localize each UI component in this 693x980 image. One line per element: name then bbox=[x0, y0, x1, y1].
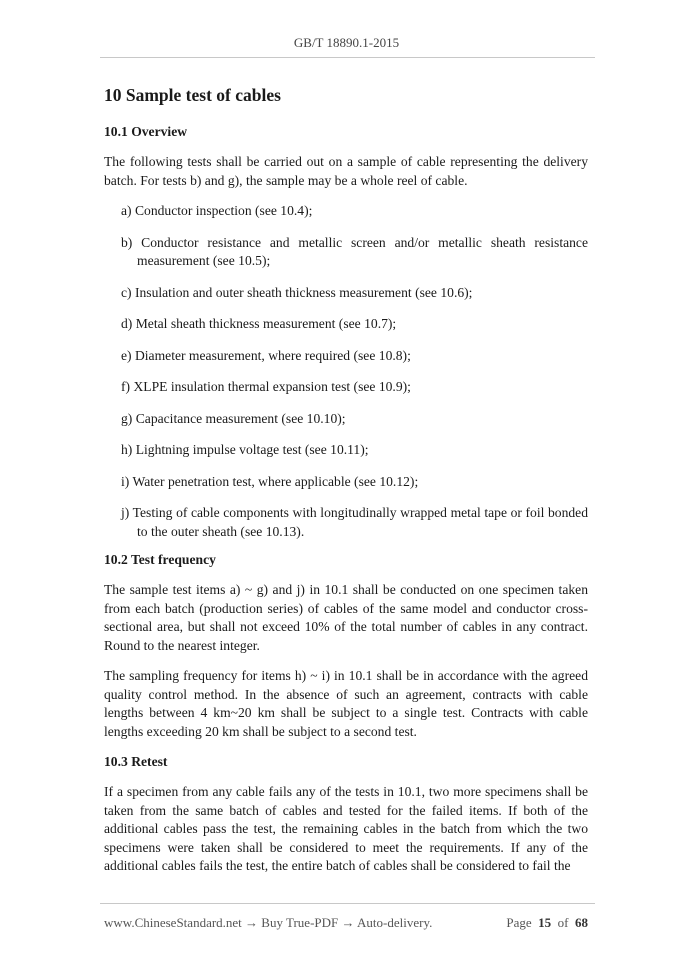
buy-true-pdf-link[interactable]: Buy True-PDF bbox=[261, 915, 339, 930]
retest-paragraph: If a specimen from any cable fails any of the tests in 10.1, two more specimens shall be taken from the same batch of cables and tested for the failed items. If both of the additional cables pass the test, the remaining cables in the batch from which the two specimens were taken shall be considered to meet the requirements. If any of the additional cables fails the test, the entire batch of cables shall be considered to fail the bbox=[104, 784, 588, 873]
list-item: b) Conductor resistance and metallic screen and/or metallic sheath resistance measurement (see 10.5); bbox=[121, 234, 588, 268]
list-item: e) Diameter measurement, where required (see 10.8); bbox=[121, 347, 411, 363]
section-title: 10 Sample test of cables bbox=[104, 85, 281, 105]
page-body bbox=[104, 80, 588, 888]
running-header: GB/T 18890.1-2015 bbox=[293, 35, 400, 50]
test-list bbox=[104, 202, 588, 541]
page-label: Page bbox=[506, 915, 532, 930]
page-total: 68 bbox=[575, 915, 588, 930]
page-current: 15 bbox=[538, 915, 552, 930]
overview-intro: The following tests shall be carried out on a sample of cable representing the delivery batch. For tests b) and g), the sample may be a whole reel of cable. bbox=[104, 154, 588, 188]
arrow-right-icon: → bbox=[341, 915, 355, 930]
subsection-heading-frequency: 10.2 Test frequency bbox=[104, 552, 216, 567]
arrow-right-icon: → bbox=[245, 915, 259, 930]
page-of: of bbox=[557, 915, 569, 930]
list-item: g) Capacitance measurement (see 10.10); bbox=[121, 410, 346, 426]
list-item: h) Lightning impulse voltage test (see 10.11); bbox=[121, 442, 369, 457]
list-item: a) Conductor inspection (see 10.4); bbox=[121, 203, 313, 218]
list-item: j) Testing of cable components with longitudinally wrapped metal tape or foil bonded to the outer sheath (see 10.13). bbox=[121, 505, 588, 539]
frequency-paragraph-2: The sampling frequency for items h) ~ i) in 10.1 shall be in accordance with the agreed quality control method. In the absence of such an agreement, contracts with cable lengths between 4 km~20 km shall be subject to a single test. Contracts with cable lengths exceeding 20 km shall be subject to a second test. bbox=[104, 668, 588, 739]
list-item: i) Water penetration test, where applicable (see 10.12); bbox=[121, 473, 419, 489]
frequency-paragraph-1: The sample test items a) ~ g) and j) in 10.1 shall be conducted on one specimen taken from each batch (production series) of cables of the same model and conductor cross-sectional area, but shall not exceed 10% of the total number of cables in any contract. Round to the nearest integer. bbox=[104, 582, 588, 653]
subsection-heading-retest: 10.3 Retest bbox=[104, 754, 168, 769]
list-item: c) Insulation and outer sheath thickness measurement (see 10.6); bbox=[121, 284, 473, 300]
header-divider bbox=[100, 57, 595, 58]
website-link[interactable]: www.ChineseStandard.net bbox=[104, 915, 242, 930]
footer-promo bbox=[104, 915, 432, 931]
list-item: d) Metal sheath thickness measurement (see 10.7); bbox=[121, 316, 397, 331]
footer-divider bbox=[100, 903, 595, 904]
subsection-heading-overview: 10.1 Overview bbox=[104, 124, 188, 139]
page-number bbox=[506, 915, 588, 931]
auto-delivery-text: Auto-delivery. bbox=[357, 915, 433, 930]
list-item: f) XLPE insulation thermal expansion test (see 10.9); bbox=[121, 379, 411, 394]
